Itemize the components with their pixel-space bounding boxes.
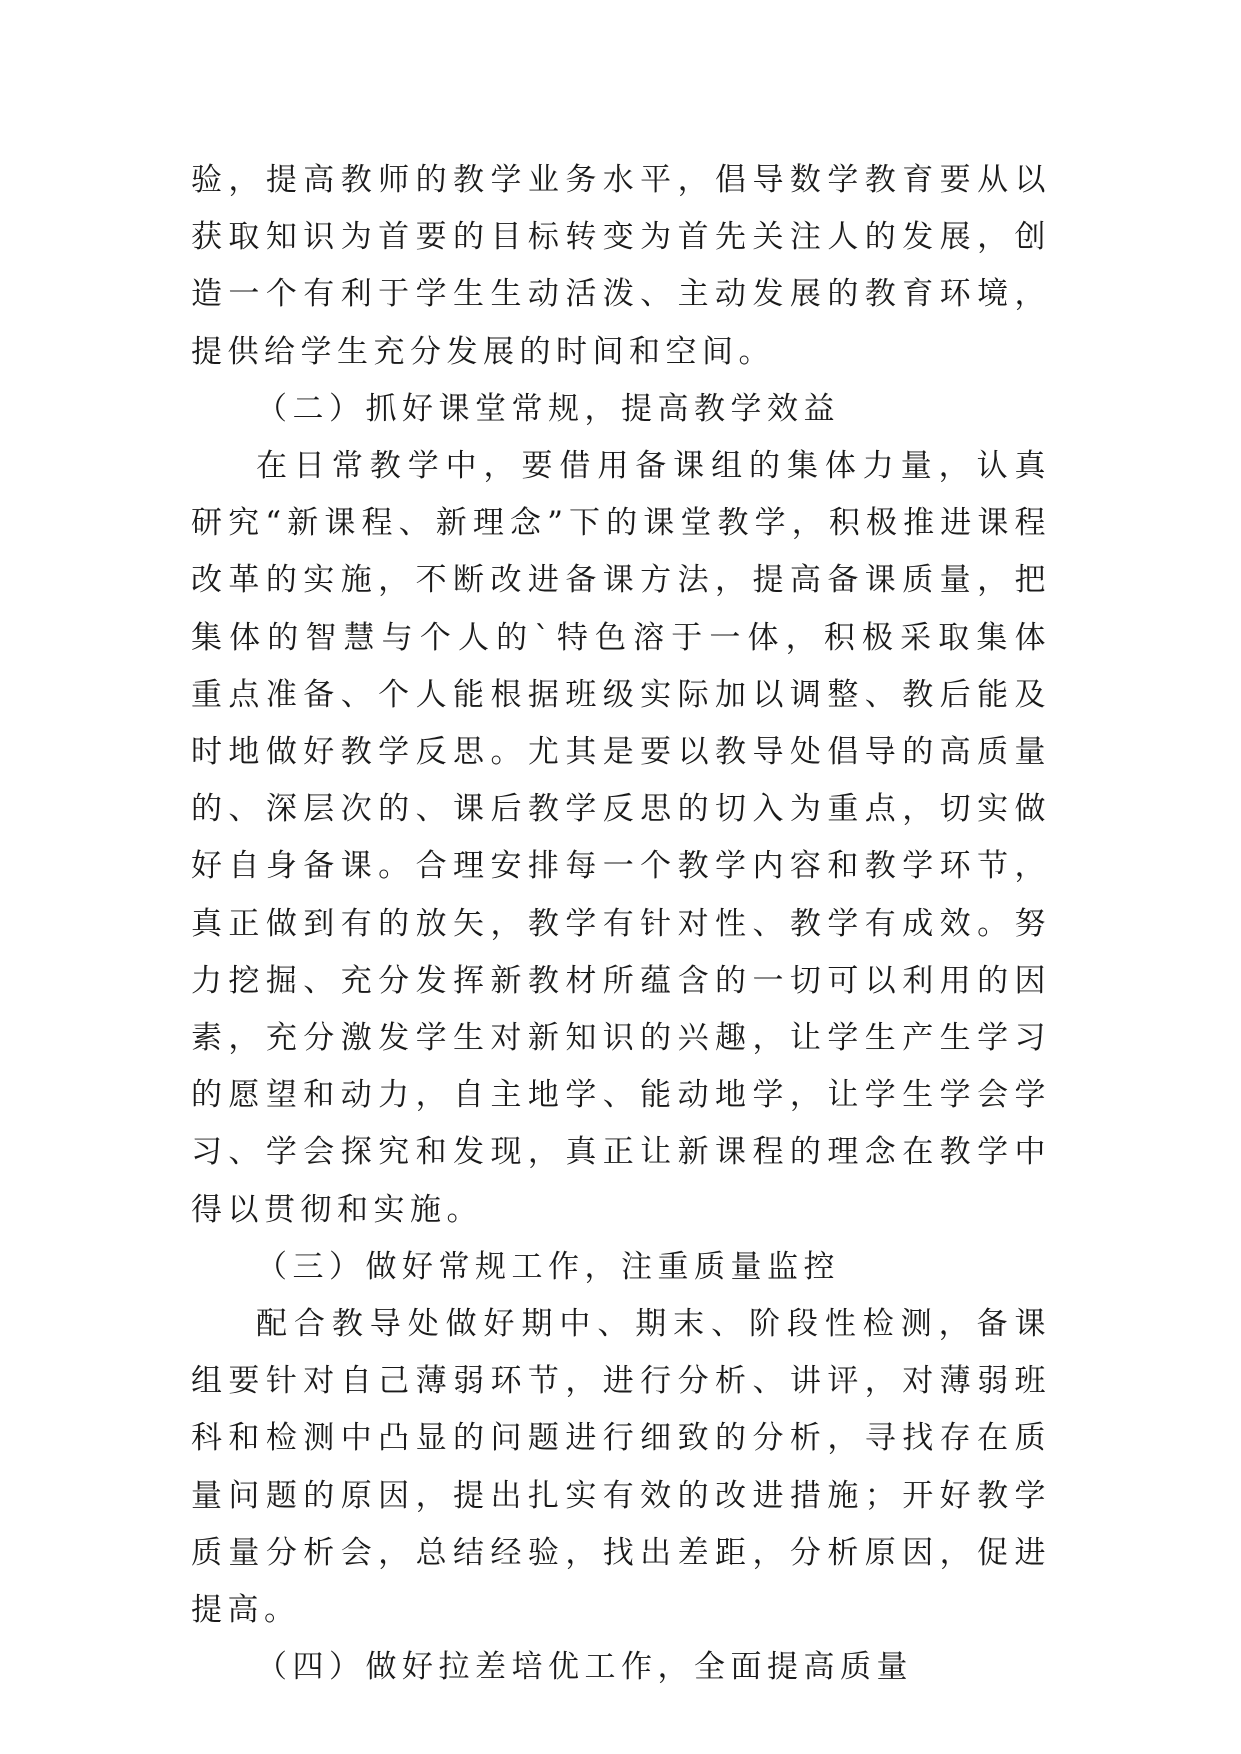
section-heading-4: （四）做好拉差培优工作，全面提高质量 — [256, 1649, 913, 1686]
paragraph-classroom-routine: 在日常教学中，要借用备课组的集体力量，认真研究“新课程、新理念”下的课堂教学，积极推进课程改革的实施，不断改进备课方法，提高备课质量，把集体的智慧与个人的`特色溶于一体，积极采取集体重点准备、个人能根据班级实际加以调整、教后能及时地做好教学反思。尤其是要以教导处倡导的高质量的、深层次的、课后教学反思的切入为重点，切实做好自身备课。合理安排每一个教学内容和教学环节，真正做到有的放矢，教学有针对性、教学有成效。努力挖掘、充分发挥新教材所蕴含的一切可以利用的因素，充分激发学生对新知识的兴趣，让学生产生学习的愿望和动力，自主地学、能动地学，让学生学会学习、学会探究和发现，真正让新课程的理念在教学中得以贯彻和实施。 — [191, 448, 1051, 1228]
section-heading-3: （三）做好常规工作，注重质量监控 — [256, 1248, 840, 1285]
document-body — [191, 152, 1051, 1696]
paragraph-quality-monitoring: 配合教导处做好期中、期末、阶段性检测，备课组要针对自己薄弱环节，进行分析、讲评，对薄弱班科和检测中凸显的问题进行细致的分析，寻找存在质量问题的原因，提出扎实有效的改进措施；开好教学质量分析会，总结经验，找出差距，分析原因，促进提高。 — [191, 1306, 1051, 1629]
paragraph-continuation: 验，提高教师的教学业务水平，倡导数学教育要从以获取知识为首要的目标转变为首先关注人的发展，创造一个有利于学生生动活泼、主动发展的教育环境，提供给学生充分发展的时间和空间。 — [191, 162, 1051, 370]
section-heading-2: （二）抓好课堂常规，提高教学效益 — [256, 390, 840, 427]
